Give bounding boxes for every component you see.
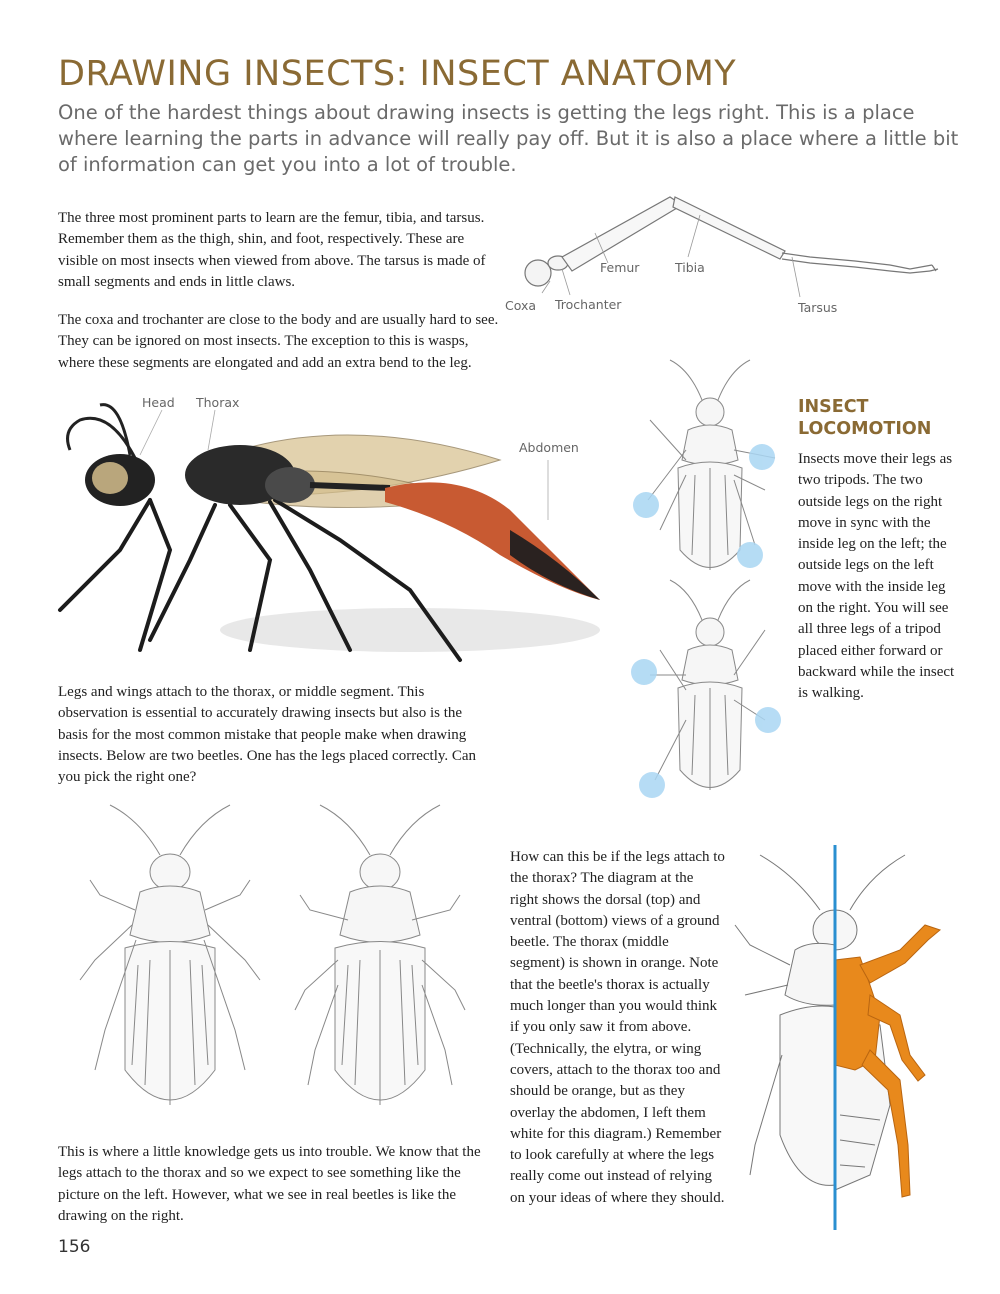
page-number: 156 [58,1237,91,1257]
paragraph-leg-parts: The three most prominent parts to learn are the femur, tibia, and tarsus. Remember them as the thigh, shin, and foot, respectively. These are visible on most insects when viewed from above. The tarsus is made of small segments and ends in little claws. [58,210,486,290]
paragraph-thorax-attachment: Legs and wings attach to the thorax, or middle segment. This observation is essential to accurately drawing insects but also is the basis for the most common mistake that people make when drawing insects. Below are two beetles. One has the legs placed correctly. Can you pick the right one? [58,684,477,786]
dorsal-ventral-beetle [730,845,960,1230]
label-head: Head [142,395,175,410]
label-trochanter: Trochanter [555,297,622,312]
page-title: DRAWING INSECTS: INSECT ANATOMY [58,54,737,94]
locomotion-beetle-top [630,360,790,585]
label-tarsus: Tarsus [798,300,838,315]
intro-paragraph: One of the hardest things about drawing insects is getting the legs right. This is a place where learning the parts in advance will really pay off. But it is also a place where a little bit of information can get you into a lot of trouble. [58,101,959,176]
label-thorax: Thorax [196,395,240,410]
paragraph-knowledge-trouble: This is where a little knowledge gets us into trouble. We know that the legs attach to the thorax and so we expect to see something like the picture on the left. However, what we see in real beetles is like the drawing on the right. [58,1144,481,1224]
paragraph-dorsal-ventral: How can this be if the legs attach to the thorax? The diagram at the right shows the dorsal (top) and ventral (bottom) views of a ground beetle. The thorax (middle segment) is shown in orange. Note that the beetle's thorax is actually much longer than you would think if you only saw it from above. (Technically, the elytra, or wing covers, attach to the thorax too and should be orange, but as they overlay the abdomen, I left them white for this diagram.) Remember to look carefully at where the legs really come out instead of relying on your ideas of where they should. [510,849,725,1206]
paragraph-coxa-trochanter: The coxa and trochanter are close to the body and are usually hard to see. They can be ignored on most insects. The exception to this is wasps, where these segments are elongated and add an extra bend to the leg. [58,312,499,371]
label-abdomen: Abdomen [519,440,579,455]
locomotion-beetle-bottom [630,580,790,805]
sidebar-heading: INSECT LOCOMOTION [798,397,932,439]
beetle-left [70,800,270,1130]
label-tibia: Tibia [675,260,705,275]
sidebar-text: Insects move their legs as two tripods. The two outside legs on the right move in sync with the inside leg on the left; the outside legs on the left move with the inside leg on the right. You will see all three legs of a tripod placed either forward or backward while the insect is walking. [798,451,955,702]
label-coxa: Coxa [505,298,537,313]
label-femur: Femur [600,260,640,275]
beetle-right [280,800,480,1130]
wasp-illustration [40,390,610,690]
